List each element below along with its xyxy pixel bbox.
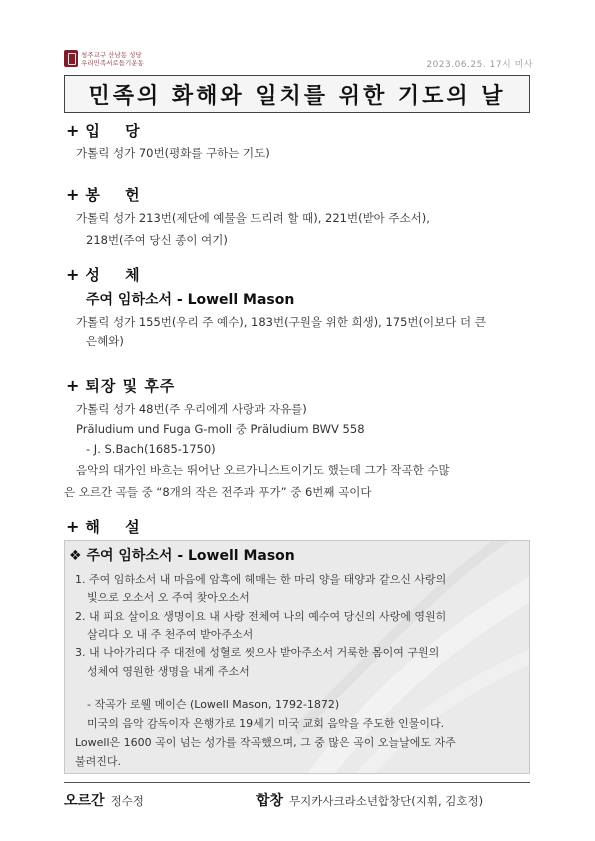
logo-line-1: 청주교구 산남동 성당 (81, 50, 142, 59)
postlude-note-1: 음악의 대가인 바흐는 뛰어난 오르가니스트이기도 했는데 그가 작곡한 수많 (76, 463, 450, 477)
composer-bio: Lowell은 1600 곡이 넘는 성가를 작곡했으며, 그 중 많은 곡이 오늘날에도 자주 (75, 736, 456, 749)
mass-date: 2023.06.25. 17시 미사 (426, 60, 533, 70)
section-offertory-heading: + 봉 헌 (66, 185, 150, 204)
page-title: 민족의 화해와 일치를 위한 기도의 날 (88, 83, 506, 109)
lyric-line: 2. 내 피요 살이요 생명이요 내 사랑 전체여 나의 예수여 당신의 사랑에 영원히 (75, 610, 447, 623)
diamond-bullet-icon: ❖ (69, 548, 82, 564)
section-communion-heading: + 성 체 (66, 265, 150, 284)
organ-label: 오르간 (64, 793, 105, 809)
plus-icon: + (66, 376, 80, 395)
commentary-title: ❖ 주여 임하소서 - Lowell Mason (69, 548, 295, 564)
plus-icon: + (66, 517, 80, 536)
section-entrance-heading: + 입 당 (66, 121, 150, 140)
choir-credit (256, 790, 483, 810)
lyric-line: 3. 내 나아가리다 주 대전에 성혈로 씻으사 받아주소서 거룩한 몸이여 구원의 (75, 646, 440, 659)
lyric-line: 빛으로 오소서 오 주여 찾아오소서 (87, 591, 250, 604)
section-commentary-heading: + 해 설 (66, 517, 150, 536)
communion-hymns-1: 가톨릭 성가 155번(우리 주 예수), 183번(구원을 위한 희생), 175번(이보다 더 큰 (76, 315, 486, 329)
logo-line-2: 우리민족서로돕기운동 (81, 58, 144, 67)
section-recessional-heading: + 퇴장 및 후주 (66, 376, 176, 395)
communion-song-title: 주여 임하소서 - Lowell Mason (86, 292, 295, 308)
recessional-hymn: 가톨릭 성가 48번(주 우리에게 사랑과 자유를) (76, 402, 307, 416)
offertory-hymns-1: 가톨릭 성가 213번(제단에 예물을 드리려 할 때), 221번(받아 주소서), (76, 211, 430, 225)
organist-credit (64, 790, 144, 810)
postlude-composer: - J. S.Bach(1685-1750) (86, 442, 216, 456)
offertory-hymns-2: 218번(주여 당신 종이 여기) (86, 233, 228, 247)
plus-icon: + (66, 121, 80, 140)
plus-icon: + (66, 185, 80, 204)
title-banner (64, 75, 530, 113)
choir-label: 합창 (256, 793, 284, 809)
parish-logo (64, 50, 144, 67)
composer-bio: 불려진다. (75, 755, 122, 768)
church-icon (64, 50, 78, 67)
commentary-box (64, 540, 530, 774)
footer-divider (64, 782, 530, 783)
composer-line: - 작곡가 로웰 메이슨 (Lowell Mason, 1792-1872) (87, 698, 340, 711)
postlude-note-2: 은 오르간 곡들 중 “8개의 작은 전주과 푸가” 중 6번째 곡이다 (64, 485, 372, 499)
lyric-line: 살리다 오 내 주 천주여 받아주소서 (87, 628, 254, 641)
lyric-line: 성체여 영원한 생명을 내게 주소서 (87, 665, 250, 678)
plus-icon: + (66, 265, 80, 284)
communion-hymns-2: 은혜와) (86, 334, 124, 348)
choir-name: 무지카사크라소년합창단(지휘, 김호정) (289, 794, 484, 808)
entrance-hymn: 가톨릭 성가 70번(평화를 구하는 기도) (76, 146, 270, 160)
lyric-line: 1. 주여 임하소서 내 마음에 암흑에 헤매는 한 마리 양을 태양과 같으신 사랑의 (75, 573, 447, 586)
postlude-title: Präludium und Fuga G-moll 중 Präludium BWV 558 (76, 422, 365, 436)
composer-bio: 미국의 음악 감독이자 은행가로 19세기 미국 교회 음악을 주도한 인물이다. (87, 717, 445, 730)
organist-name: 정수정 (110, 794, 144, 808)
